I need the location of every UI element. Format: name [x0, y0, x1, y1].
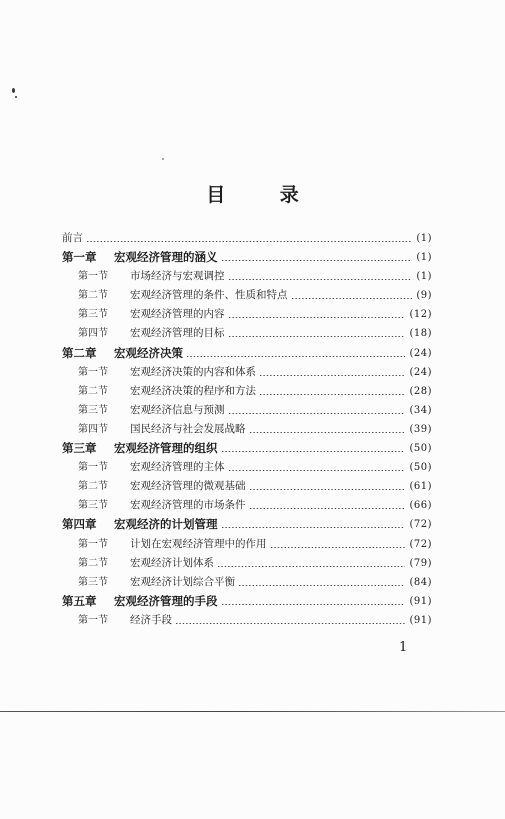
scan-speck: [162, 158, 164, 160]
section-number: 第二节: [78, 557, 108, 569]
dot-leader: [270, 547, 405, 548]
toc-label: [78, 611, 172, 630]
chapter-title: 宏观经济决策: [114, 345, 183, 360]
page-ref: (72): [409, 519, 432, 531]
toc-section: [62, 477, 432, 496]
section-title: 宏观经济管理的微观基础: [130, 480, 246, 493]
toc-section: [62, 554, 432, 573]
section-title: 宏观经济决策的内容和体系: [130, 365, 256, 378]
section-title: 宏观经济管理的条件、性质和特点: [130, 289, 288, 302]
dot-leader: [228, 413, 405, 414]
toc-label: [78, 573, 235, 592]
chapter-number: 第三章: [62, 441, 97, 456]
section-number: 第三节: [78, 309, 108, 321]
toc-label: [62, 515, 218, 534]
toc-label: [78, 496, 246, 515]
toc-section: [62, 535, 432, 554]
chapter-number: 第一章: [62, 250, 97, 265]
section-number: 第一节: [78, 538, 108, 550]
toc-label: [78, 420, 246, 439]
dot-leader: [228, 317, 405, 318]
chapter-title: 宏观经济的计划管理: [114, 517, 218, 532]
section-title: 宏观经济计划体系: [130, 556, 214, 569]
page-ref: (12): [409, 309, 432, 321]
dot-leader: [228, 336, 405, 337]
toc-label: [78, 324, 225, 343]
toc-section: [62, 286, 432, 305]
dot-leader: [221, 527, 405, 528]
page-ref: (1): [416, 271, 432, 283]
dot-leader: [291, 298, 412, 299]
toc-section: [62, 458, 432, 477]
toc-label: [62, 248, 218, 267]
toc-chapter: [62, 248, 432, 267]
dot-leader: [228, 470, 405, 471]
chapter-number: 第五章: [62, 593, 97, 608]
toc-section: [62, 382, 432, 401]
bottom-rule: [0, 711, 505, 712]
dot-leader: [249, 432, 405, 433]
section-title: 宏观经济管理的目标: [130, 327, 225, 340]
section-number: 第三节: [78, 576, 108, 588]
page-ref: (66): [409, 500, 432, 512]
page-ref: (84): [409, 576, 432, 588]
section-number: 第一节: [78, 366, 108, 378]
toc-label: [78, 267, 225, 286]
toc-section: [62, 305, 432, 324]
toc-chapter: [62, 592, 432, 611]
toc-chapter: [62, 515, 432, 534]
toc-label: [62, 439, 218, 458]
dot-leader: [221, 260, 412, 261]
section-title: 宏观经济管理的主体: [130, 461, 225, 474]
page-ref: (79): [409, 557, 432, 569]
scan-speck: [12, 88, 15, 93]
section-title: 宏观经济管理的市场条件: [130, 499, 246, 512]
page-title: 目 录: [206, 184, 323, 206]
page-ref: (34): [409, 404, 432, 416]
toc-section: [62, 420, 432, 439]
toc-label: [62, 592, 218, 611]
section-title: 市场经济与宏观调控: [130, 270, 225, 283]
toc-label: [62, 344, 183, 363]
dot-leader: [175, 623, 405, 624]
page-ref: (24): [409, 347, 432, 359]
section-number: 第二节: [78, 481, 108, 493]
toc-section: [62, 573, 432, 592]
chapter-number: 第四章: [62, 517, 97, 532]
toc-chapter: [62, 344, 432, 363]
page-ref: (9): [416, 290, 432, 302]
toc-label: [78, 535, 267, 554]
toc-label: [78, 305, 225, 324]
page-number: 1: [399, 640, 408, 655]
dot-leader: [221, 604, 405, 605]
page-ref: (39): [409, 423, 432, 435]
section-title: 国民经济与社会发展战略: [130, 422, 246, 435]
dot-leader: [86, 241, 412, 242]
toc-label: [78, 458, 225, 477]
dot-leader: [238, 585, 405, 586]
section-number: 第四节: [78, 328, 108, 340]
page-ref: (1): [416, 233, 432, 244]
dot-leader: [228, 279, 412, 280]
chapter-title: 宏观经济管理的手段: [114, 593, 218, 608]
section-number: 第四节: [78, 423, 108, 435]
toc-label: [78, 286, 288, 305]
page-ref: (72): [409, 538, 432, 550]
dot-leader: [221, 451, 405, 452]
table-of-contents: [62, 229, 432, 630]
toc-section: [62, 496, 432, 515]
section-title: 宏观经济信息与预测: [130, 403, 225, 416]
toc-section: [62, 267, 432, 286]
section-number: 第二节: [78, 290, 108, 302]
toc-section: [62, 363, 432, 382]
dot-leader: [249, 489, 405, 490]
toc-label: [62, 229, 83, 248]
page-ref: (28): [409, 385, 432, 397]
dot-leader: [249, 508, 405, 509]
section-title: 宏观经济决策的程序和方法: [130, 384, 256, 397]
section-number: 第一节: [78, 271, 108, 283]
section-number: 第三节: [78, 500, 108, 512]
toc-label: [78, 382, 256, 401]
toc-label: [78, 401, 225, 420]
dot-leader: [186, 356, 405, 357]
toc-label: [78, 477, 246, 496]
toc-label: [78, 363, 256, 382]
section-title: 计划在宏观经济管理中的作用: [130, 537, 267, 550]
page-ref: (91): [409, 614, 432, 626]
toc-section: [62, 401, 432, 420]
page-ref: (24): [409, 366, 432, 378]
chapter-number: 第二章: [62, 345, 97, 360]
dot-leader: [259, 375, 405, 376]
section-number: 第一节: [78, 462, 108, 474]
chapter-title: 宏观经济管理的涵义: [114, 250, 218, 265]
page-ref: (1): [416, 252, 432, 264]
section-number: 第三节: [78, 404, 108, 416]
entry-title: 前言: [62, 232, 83, 244]
toc-section: [62, 611, 432, 630]
section-number: 第二节: [78, 385, 108, 397]
dot-leader: [259, 394, 405, 395]
dot-leader: [217, 566, 405, 567]
toc-section: [62, 324, 432, 343]
toc-entry: [62, 229, 432, 248]
section-number: 第一节: [78, 614, 108, 626]
toc-label: [78, 554, 214, 573]
section-title: 经济手段: [130, 613, 172, 626]
toc-chapter: [62, 439, 432, 458]
section-title: 宏观经济管理的内容: [130, 308, 225, 321]
page-ref: (50): [409, 443, 432, 455]
chapter-title: 宏观经济管理的组织: [114, 441, 218, 456]
section-title: 宏观经济计划综合平衡: [130, 575, 235, 588]
page-ref: (91): [409, 595, 432, 607]
page-ref: (18): [409, 328, 432, 340]
page-ref: (50): [409, 462, 432, 474]
scan-speck: [15, 96, 17, 98]
page-ref: (61): [409, 481, 432, 493]
